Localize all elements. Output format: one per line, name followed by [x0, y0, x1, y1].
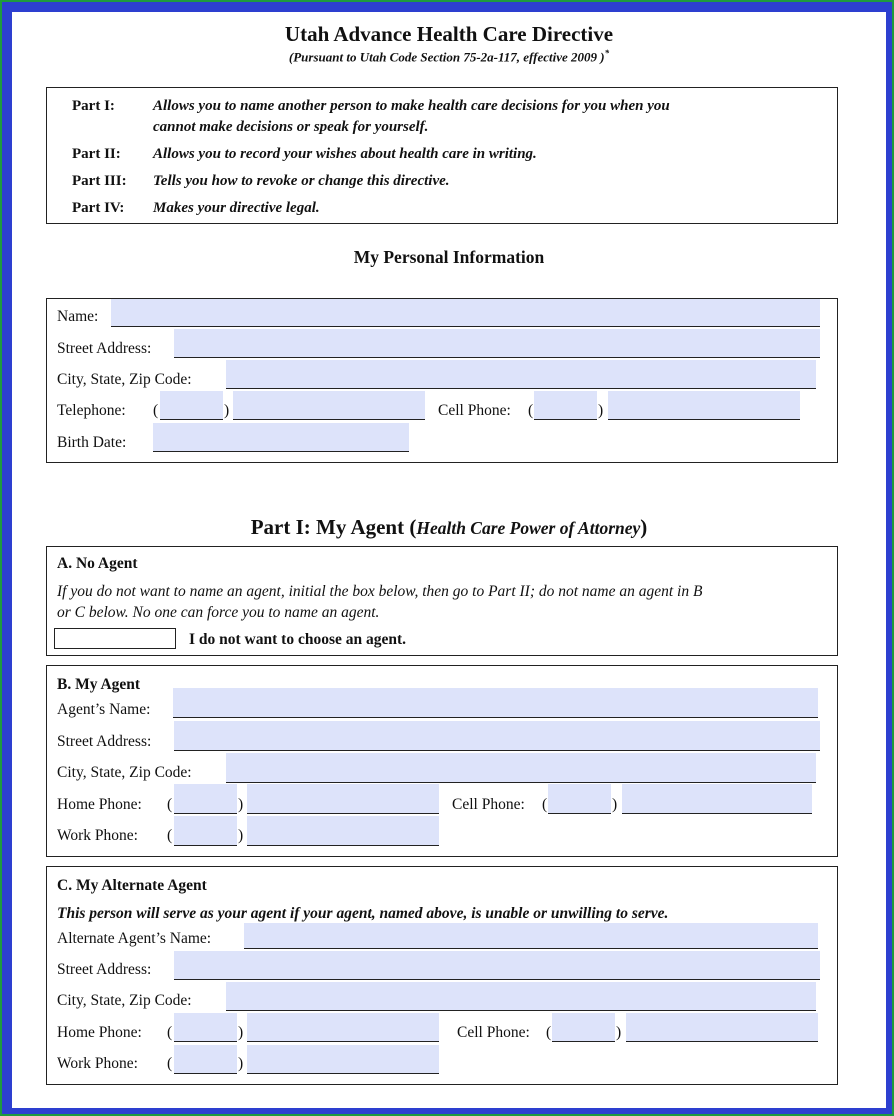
cell-paren-close: )	[598, 402, 604, 419]
agent-cell-paren-open: (	[542, 796, 548, 813]
agent-cell-number-input[interactable]	[622, 784, 812, 814]
section-a-text-line2: or C below. No one can force you to name an agent.	[57, 604, 380, 621]
part3-label: Part III:	[72, 173, 127, 189]
agent-work-paren-open: (	[167, 827, 173, 844]
part4-desc: Makes your directive legal.	[153, 200, 320, 216]
alt-street-label: Street Address:	[57, 961, 152, 978]
part2-desc: Allows you to record your wishes about health care in writing.	[153, 146, 537, 162]
section-c-box	[46, 866, 838, 1085]
birth-date-input[interactable]	[153, 423, 409, 452]
alt-home-paren-close: )	[238, 1024, 244, 1041]
alt-home-area-input[interactable]	[174, 1013, 237, 1042]
telephone-label: Telephone:	[57, 402, 126, 419]
part1-desc-line2: cannot make decisions or speak for yourself.	[153, 119, 429, 135]
birth-label: Birth Date:	[57, 434, 127, 451]
agent-cell-paren-close: )	[612, 796, 618, 813]
alt-agent-name-input[interactable]	[244, 923, 818, 949]
personal-info-box	[46, 298, 838, 463]
tel-paren-open: (	[153, 402, 159, 419]
cell-area-code-input[interactable]	[534, 391, 597, 420]
street-label: Street Address:	[57, 340, 152, 357]
cell-number-input[interactable]	[608, 391, 800, 420]
section-a-text-line1: If you do not want to name an agent, initial the box below, then go to Part II; do not name an agent in B	[57, 583, 703, 600]
agent-cell-label: Cell Phone:	[452, 796, 525, 813]
part1-label: Part I:	[72, 98, 115, 114]
agent-work-area-input[interactable]	[174, 816, 237, 846]
agent-street-input[interactable]	[174, 721, 820, 751]
alt-city-label: City, State, Zip Code:	[57, 992, 192, 1009]
agent-name-label: Agent’s Name:	[57, 701, 151, 718]
part1-heading: Part I: My Agent (Health Care Power of Attorney)	[250, 515, 648, 539]
agent-home-label: Home Phone:	[57, 796, 142, 813]
name-input[interactable]	[111, 299, 820, 327]
section-c-title: C. My Alternate Agent	[57, 877, 207, 894]
agent-work-number-input[interactable]	[247, 816, 439, 846]
part1-summary	[72, 96, 115, 117]
agent-home-area-input[interactable]	[174, 784, 237, 814]
document-title: Utah Advance Health Care Directive	[284, 22, 614, 46]
agent-city-input[interactable]	[226, 753, 816, 783]
alt-home-paren-open: (	[167, 1024, 173, 1041]
agent-city-label: City, State, Zip Code:	[57, 764, 192, 781]
part4-label: Part IV:	[72, 200, 125, 216]
telephone-area-code-input[interactable]	[160, 391, 223, 420]
section-b-box	[46, 665, 838, 857]
agent-name-input[interactable]	[173, 688, 818, 718]
page-frame	[2, 2, 892, 1114]
alt-work-number-input[interactable]	[247, 1045, 439, 1074]
part3-desc: Tells you how to revoke or change this directive.	[153, 173, 450, 189]
tel-paren-close: )	[224, 402, 230, 419]
cell-label: Cell Phone:	[438, 402, 511, 419]
agent-cell-area-input[interactable]	[548, 784, 611, 814]
alt-home-number-input[interactable]	[247, 1013, 439, 1042]
alt-cell-area-input[interactable]	[552, 1013, 615, 1042]
document-page	[12, 12, 886, 1108]
agent-home-paren-open: (	[167, 796, 173, 813]
street-input[interactable]	[174, 329, 820, 358]
alt-cell-number-input[interactable]	[626, 1013, 818, 1042]
section-b-title: B. My Agent	[57, 676, 141, 693]
no-agent-initial-box[interactable]	[54, 628, 176, 649]
telephone-number-input[interactable]	[233, 391, 425, 420]
document-subtitle: (Pursuant to Utah Code Section 75-2a-117, effective 2009 )*	[288, 48, 610, 65]
alt-cell-paren-open: (	[546, 1024, 552, 1041]
agent-work-paren-close: )	[238, 827, 244, 844]
agent-home-number-input[interactable]	[247, 784, 439, 814]
alt-cell-label: Cell Phone:	[457, 1024, 530, 1041]
agent-work-label: Work Phone:	[57, 827, 138, 844]
no-agent-label: I do not want to choose an agent.	[189, 631, 407, 648]
city-label: City, State, Zip Code:	[57, 371, 192, 388]
alt-work-area-input[interactable]	[174, 1045, 237, 1074]
agent-home-paren-close: )	[238, 796, 244, 813]
footnote-mark: *	[604, 48, 610, 58]
alt-agent-name-label: Alternate Agent’s Name:	[57, 930, 212, 947]
city-input[interactable]	[226, 360, 816, 389]
alt-city-input[interactable]	[226, 982, 816, 1011]
section-a-title: A. No Agent	[57, 555, 138, 572]
alt-street-input[interactable]	[174, 951, 820, 980]
part2-label: Part II:	[72, 146, 121, 162]
personal-info-heading: My Personal Information	[353, 247, 545, 267]
alt-work-label: Work Phone:	[57, 1055, 138, 1072]
alt-home-label: Home Phone:	[57, 1024, 142, 1041]
agent-street-label: Street Address:	[57, 733, 152, 750]
name-label: Name:	[57, 308, 99, 325]
parts-summary-box	[46, 87, 838, 224]
cell-paren-open: (	[528, 402, 534, 419]
section-a-box	[46, 546, 838, 656]
part1-heading-italic: Health Care Power of Attorney	[416, 518, 641, 538]
section-c-text: This person will serve as your agent if your agent, named above, is unable or unwilling to serve.	[57, 905, 669, 922]
alt-cell-paren-close: )	[616, 1024, 622, 1041]
alt-work-paren-open: (	[167, 1055, 173, 1072]
alt-work-paren-close: )	[238, 1055, 244, 1072]
part1-desc: Allows you to name another person to make health care decisions for you when you	[153, 98, 670, 114]
